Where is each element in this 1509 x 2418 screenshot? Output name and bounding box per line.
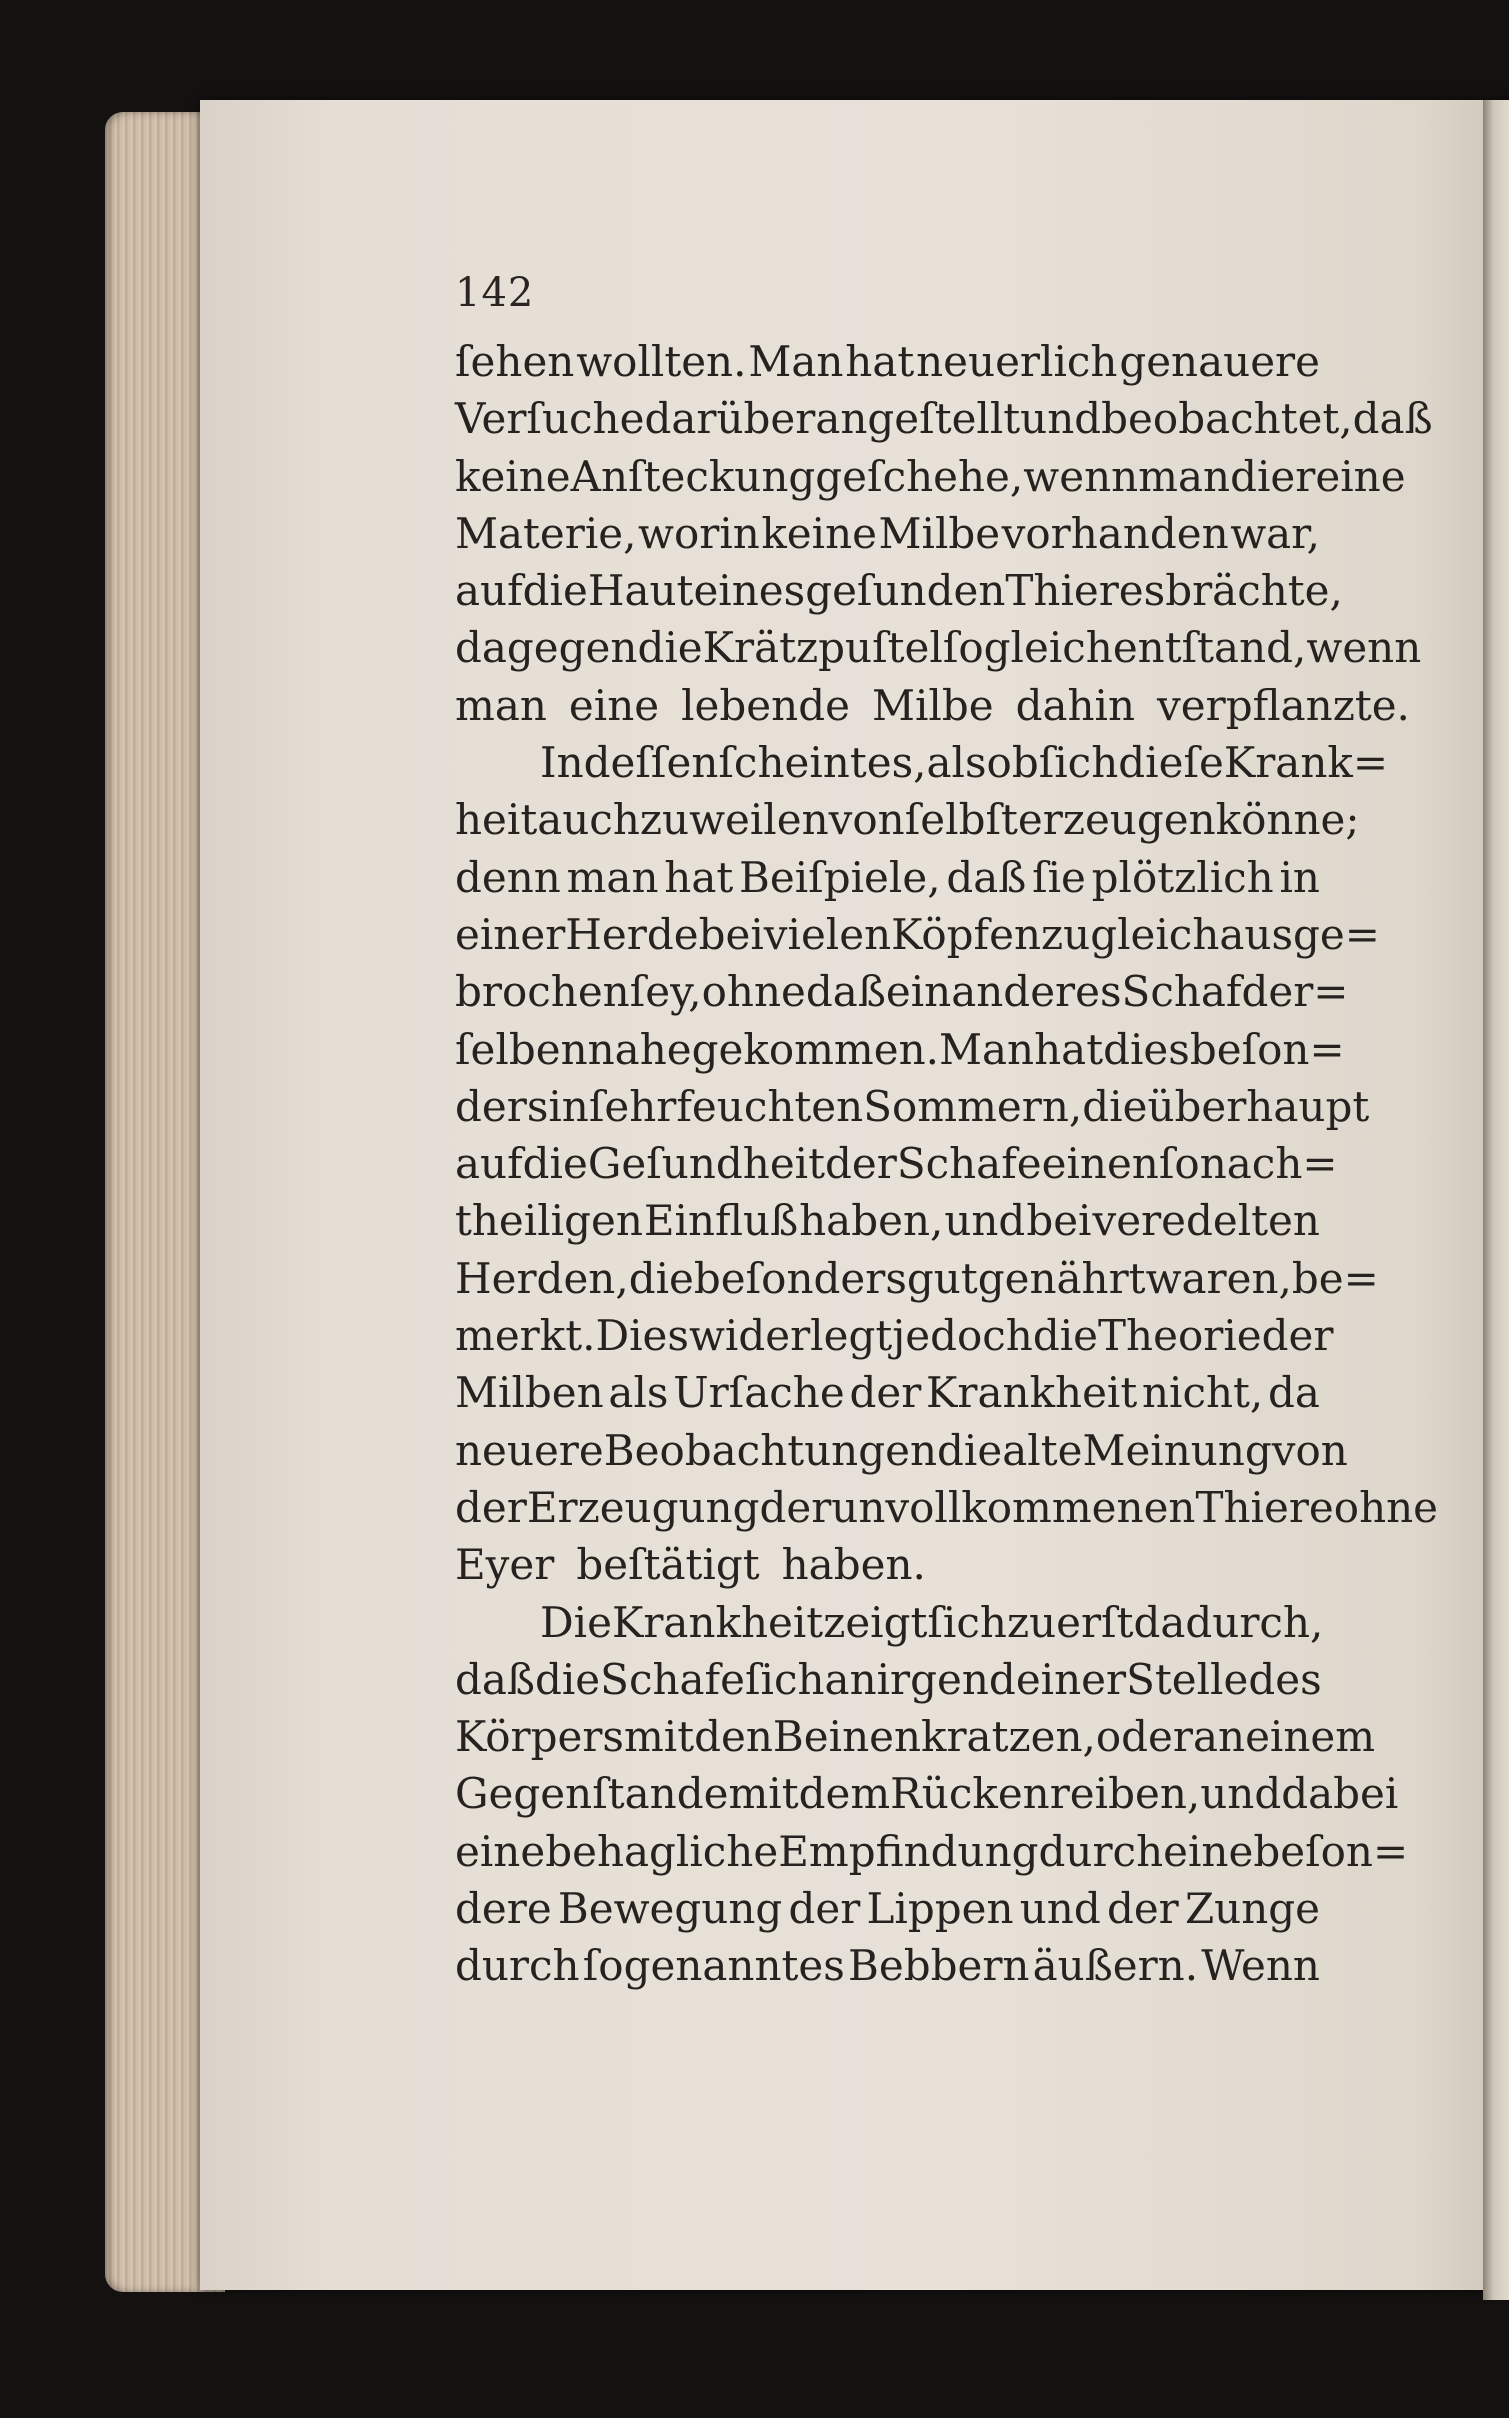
word: der bbox=[849, 1368, 922, 1418]
word: Theorie bbox=[1098, 1311, 1262, 1361]
word: ſelben bbox=[455, 1024, 588, 1074]
word: man bbox=[455, 680, 547, 730]
word: nahe bbox=[587, 1024, 692, 1074]
text-line bbox=[455, 1021, 1345, 1078]
word: entſtand, bbox=[1112, 623, 1307, 673]
word: heit bbox=[455, 795, 538, 845]
word: dies bbox=[1103, 1024, 1190, 1074]
word: alte bbox=[1002, 1425, 1083, 1475]
word: ſey, bbox=[629, 967, 702, 1017]
text-line bbox=[455, 1880, 1320, 1937]
text-line bbox=[455, 1594, 1324, 1651]
word: worin bbox=[638, 508, 760, 558]
text-line bbox=[455, 1479, 1439, 1536]
word: die bbox=[522, 1139, 588, 1189]
word: auf bbox=[455, 566, 523, 616]
word: in bbox=[1279, 852, 1320, 902]
word: Geſundheit bbox=[587, 1139, 825, 1189]
word: vielen bbox=[763, 909, 892, 959]
word: ſich bbox=[744, 1654, 825, 1704]
word: auch bbox=[537, 795, 640, 845]
word: Sommern, bbox=[863, 1081, 1083, 1131]
word: widerlegt bbox=[688, 1311, 893, 1361]
page-number: 142 bbox=[455, 270, 535, 316]
word: haben, bbox=[799, 1196, 944, 1246]
word: erzeugen bbox=[1017, 795, 1216, 845]
word: geſchehe, bbox=[815, 451, 1024, 501]
word: theiligen bbox=[455, 1196, 643, 1246]
word: nicht, bbox=[1142, 1368, 1264, 1418]
word: an bbox=[1192, 1712, 1246, 1762]
word: mit bbox=[728, 1769, 799, 1819]
word: dem bbox=[798, 1769, 891, 1819]
word: ſogenanntes bbox=[582, 1941, 845, 1991]
word: unvollkommenen bbox=[831, 1482, 1196, 1532]
word: dieſe bbox=[1118, 738, 1224, 788]
word: Herden, bbox=[455, 1253, 629, 1303]
word: ſelbſt bbox=[904, 795, 1018, 845]
word: eine bbox=[568, 680, 660, 730]
text-line bbox=[455, 791, 1360, 848]
word: dabei bbox=[1281, 1769, 1399, 1819]
word: als bbox=[608, 1368, 669, 1418]
text-line bbox=[455, 734, 1389, 791]
word: zuweilen bbox=[639, 795, 829, 845]
word: Meinung bbox=[1082, 1425, 1272, 1475]
word: vorhanden bbox=[1001, 508, 1229, 558]
word: daß bbox=[805, 967, 886, 1017]
word: ſehr bbox=[588, 1081, 677, 1131]
text-line bbox=[455, 505, 1320, 562]
word: ein bbox=[885, 967, 952, 1017]
word: Krätzpuſtel bbox=[702, 623, 943, 673]
word: zuerſt bbox=[1006, 1597, 1134, 1647]
word: des bbox=[1248, 1654, 1322, 1704]
text-line bbox=[455, 963, 1349, 1020]
word: denn bbox=[455, 852, 561, 902]
word: hat bbox=[845, 337, 915, 386]
text-line bbox=[455, 1422, 1348, 1479]
word: Krank= bbox=[1223, 738, 1389, 788]
word: Milben bbox=[455, 1368, 604, 1418]
word: Schaf bbox=[1121, 967, 1242, 1017]
word: mit bbox=[623, 1712, 695, 1762]
word: ſehen bbox=[455, 337, 575, 386]
text-line bbox=[455, 1651, 1320, 1708]
text-line bbox=[455, 390, 1433, 447]
word: veredelten bbox=[1092, 1196, 1320, 1246]
word: die bbox=[1032, 1311, 1099, 1361]
word: Verſuche bbox=[455, 394, 645, 444]
word: Dies bbox=[595, 1311, 689, 1361]
facing-page-edge bbox=[1483, 100, 1509, 2300]
word: ob bbox=[986, 738, 1039, 788]
word: daß bbox=[455, 1654, 535, 1704]
word: zeigt bbox=[823, 1597, 928, 1647]
word: wenn bbox=[1306, 623, 1422, 673]
word: einen bbox=[1041, 1139, 1159, 1189]
word: ſcheint bbox=[718, 738, 867, 788]
word: Krankheit bbox=[611, 1597, 824, 1647]
word: Einfluß bbox=[643, 1196, 799, 1246]
word: könne; bbox=[1215, 795, 1360, 845]
word: Stelle bbox=[1126, 1654, 1249, 1704]
word: dadurch, bbox=[1133, 1597, 1324, 1647]
word: Haut bbox=[587, 566, 694, 616]
word: wenn bbox=[1023, 451, 1139, 501]
text-line bbox=[455, 1078, 1370, 1135]
word: ſich bbox=[927, 1597, 1007, 1647]
word: die bbox=[628, 1253, 694, 1303]
word: beſon= bbox=[1189, 1024, 1345, 1074]
word: dere bbox=[455, 1884, 552, 1934]
word: ſogleich bbox=[942, 623, 1113, 673]
text-line bbox=[455, 1765, 1399, 1822]
word: Herde bbox=[565, 909, 699, 959]
text-line bbox=[455, 1536, 1320, 1593]
word: reiben, bbox=[1049, 1769, 1201, 1819]
word: und bbox=[1200, 1769, 1282, 1819]
word: ſie bbox=[1032, 852, 1086, 902]
word: durch bbox=[455, 1941, 580, 1991]
word: behagliche bbox=[545, 1826, 779, 1876]
word: irgend bbox=[876, 1654, 1016, 1704]
word: einem bbox=[1245, 1712, 1376, 1762]
word: plötzlich bbox=[1091, 852, 1274, 902]
word: beſonders bbox=[693, 1253, 907, 1303]
word: gekommen. bbox=[691, 1024, 940, 1074]
word: dahin bbox=[1015, 680, 1136, 730]
word: Empfindung bbox=[778, 1826, 1039, 1876]
word: oder bbox=[1095, 1712, 1193, 1762]
word: Köpfen bbox=[891, 909, 1042, 959]
word: einer bbox=[455, 909, 566, 959]
word: Indeſſen bbox=[540, 738, 719, 788]
word: einer bbox=[1015, 1654, 1127, 1704]
word: an bbox=[824, 1654, 877, 1704]
word: ausge= bbox=[1219, 909, 1380, 959]
word: und bbox=[944, 1196, 1026, 1246]
word: Gegenſtande bbox=[455, 1769, 729, 1819]
word: neuerlich bbox=[916, 337, 1118, 386]
word: der= bbox=[1241, 967, 1349, 1017]
word: der bbox=[788, 1884, 861, 1934]
word: Man bbox=[748, 337, 844, 386]
word: die bbox=[534, 1654, 601, 1704]
word: hat bbox=[664, 852, 734, 902]
word: ſich bbox=[1038, 738, 1119, 788]
word: war, bbox=[1230, 508, 1320, 558]
word: von bbox=[828, 795, 905, 845]
text-line bbox=[455, 333, 1320, 390]
word: hat bbox=[1034, 1024, 1104, 1074]
word: ſo bbox=[1158, 1139, 1200, 1189]
word: der bbox=[1261, 1311, 1334, 1361]
text-line bbox=[455, 677, 1410, 734]
text-line bbox=[455, 448, 1406, 505]
word: angeſtellt bbox=[815, 394, 1021, 444]
word: ders bbox=[455, 1081, 549, 1131]
word: bei bbox=[1026, 1196, 1092, 1246]
word: kratzen, bbox=[921, 1712, 1096, 1762]
text-line bbox=[455, 619, 1422, 676]
word: Schafe bbox=[600, 1654, 745, 1704]
word: Zunge bbox=[1184, 1884, 1320, 1934]
word: die bbox=[637, 623, 703, 673]
text-line bbox=[455, 562, 1343, 619]
word: merkt. bbox=[455, 1311, 596, 1361]
word: neuere bbox=[455, 1425, 604, 1475]
word: eines bbox=[693, 566, 806, 616]
word: gut bbox=[906, 1253, 978, 1303]
word: als bbox=[926, 738, 987, 788]
word: durch bbox=[1038, 1826, 1164, 1876]
word: Beobachtungen bbox=[603, 1425, 938, 1475]
word: und bbox=[1020, 394, 1102, 444]
text-line bbox=[455, 1250, 1379, 1307]
word: Rücken bbox=[890, 1769, 1050, 1819]
word: Beinen bbox=[772, 1712, 922, 1762]
word: der bbox=[759, 1482, 832, 1532]
word: jedoch bbox=[892, 1311, 1033, 1361]
word: Krankheit bbox=[926, 1368, 1138, 1418]
word: haben. bbox=[781, 1540, 926, 1590]
word: es, bbox=[866, 738, 927, 788]
word: Erzeugung bbox=[526, 1482, 760, 1532]
word: Materie, bbox=[455, 508, 637, 558]
word: man bbox=[1138, 451, 1231, 501]
word: Thieres bbox=[1005, 566, 1166, 616]
word: keine bbox=[761, 508, 877, 558]
word: Urſache bbox=[673, 1368, 845, 1418]
text-line bbox=[455, 1307, 1334, 1364]
word: Wenn bbox=[1201, 1941, 1320, 1991]
word: Körpers bbox=[455, 1712, 624, 1762]
word: Bewegung bbox=[557, 1884, 783, 1934]
word: daß bbox=[1352, 394, 1433, 444]
text-line bbox=[455, 906, 1380, 963]
word: eine bbox=[455, 1826, 546, 1876]
word: auf bbox=[455, 1139, 523, 1189]
word: be= bbox=[1291, 1253, 1379, 1303]
word: reine bbox=[1295, 451, 1406, 501]
word: von bbox=[1271, 1425, 1348, 1475]
word: bei bbox=[698, 909, 764, 959]
word: beſon= bbox=[1253, 1826, 1409, 1876]
text-line bbox=[455, 849, 1320, 906]
word: beſtätigt bbox=[576, 1540, 760, 1590]
word: zugleich bbox=[1041, 909, 1220, 959]
word: lebende bbox=[681, 680, 850, 730]
text-line bbox=[455, 1823, 1409, 1880]
text-line bbox=[455, 1364, 1320, 1421]
text-line bbox=[455, 1135, 1338, 1192]
word: äußern. bbox=[1032, 1941, 1199, 1991]
word: die bbox=[522, 566, 588, 616]
word: eine bbox=[1163, 1826, 1254, 1876]
word: Schafe bbox=[896, 1139, 1042, 1189]
word: genährt bbox=[977, 1253, 1146, 1303]
word: überhaupt bbox=[1147, 1081, 1370, 1131]
word: ohne bbox=[701, 967, 806, 1017]
word: man bbox=[566, 852, 659, 902]
word: der bbox=[824, 1139, 897, 1189]
word: die bbox=[1230, 451, 1296, 501]
word: nach= bbox=[1199, 1139, 1338, 1189]
text-line bbox=[455, 1937, 1320, 1994]
word: genauere bbox=[1119, 337, 1320, 386]
word: wollten. bbox=[576, 337, 747, 386]
word: ohne bbox=[1333, 1482, 1439, 1532]
word: beobachtet, bbox=[1101, 394, 1353, 444]
word: Beiſpiele, bbox=[739, 852, 941, 902]
word: da bbox=[1268, 1368, 1320, 1418]
word: und bbox=[1019, 1884, 1101, 1934]
text-line bbox=[455, 1192, 1320, 1249]
word: den bbox=[694, 1712, 773, 1762]
word: die bbox=[1082, 1081, 1148, 1131]
text-line bbox=[455, 1708, 1376, 1765]
word: dagegen bbox=[455, 623, 638, 673]
word: Anſteckung bbox=[570, 451, 816, 501]
word: anderes bbox=[951, 967, 1122, 1017]
word: Thiere bbox=[1195, 1482, 1334, 1532]
word: Bebbern bbox=[847, 1941, 1030, 1991]
word: in bbox=[548, 1081, 589, 1131]
word: feuchten bbox=[676, 1081, 864, 1131]
word: Eyer bbox=[455, 1540, 555, 1590]
word: daß bbox=[946, 852, 1027, 902]
word: brochen bbox=[455, 967, 630, 1017]
word: verpflanzte. bbox=[1157, 680, 1410, 730]
word: der bbox=[1106, 1884, 1179, 1934]
word: darüber bbox=[644, 394, 816, 444]
word: Lippen bbox=[866, 1884, 1014, 1934]
word: keine bbox=[455, 451, 571, 501]
word: Milbe bbox=[878, 508, 1001, 558]
word: der bbox=[455, 1482, 527, 1532]
word: Milbe bbox=[871, 680, 994, 730]
word: die bbox=[937, 1425, 1003, 1475]
word: geſunden bbox=[805, 566, 1006, 616]
word: Die bbox=[540, 1597, 612, 1647]
word: brächte, bbox=[1165, 566, 1343, 616]
word: waren, bbox=[1145, 1253, 1292, 1303]
body-text bbox=[455, 333, 1439, 1995]
word: Man bbox=[939, 1024, 1035, 1074]
